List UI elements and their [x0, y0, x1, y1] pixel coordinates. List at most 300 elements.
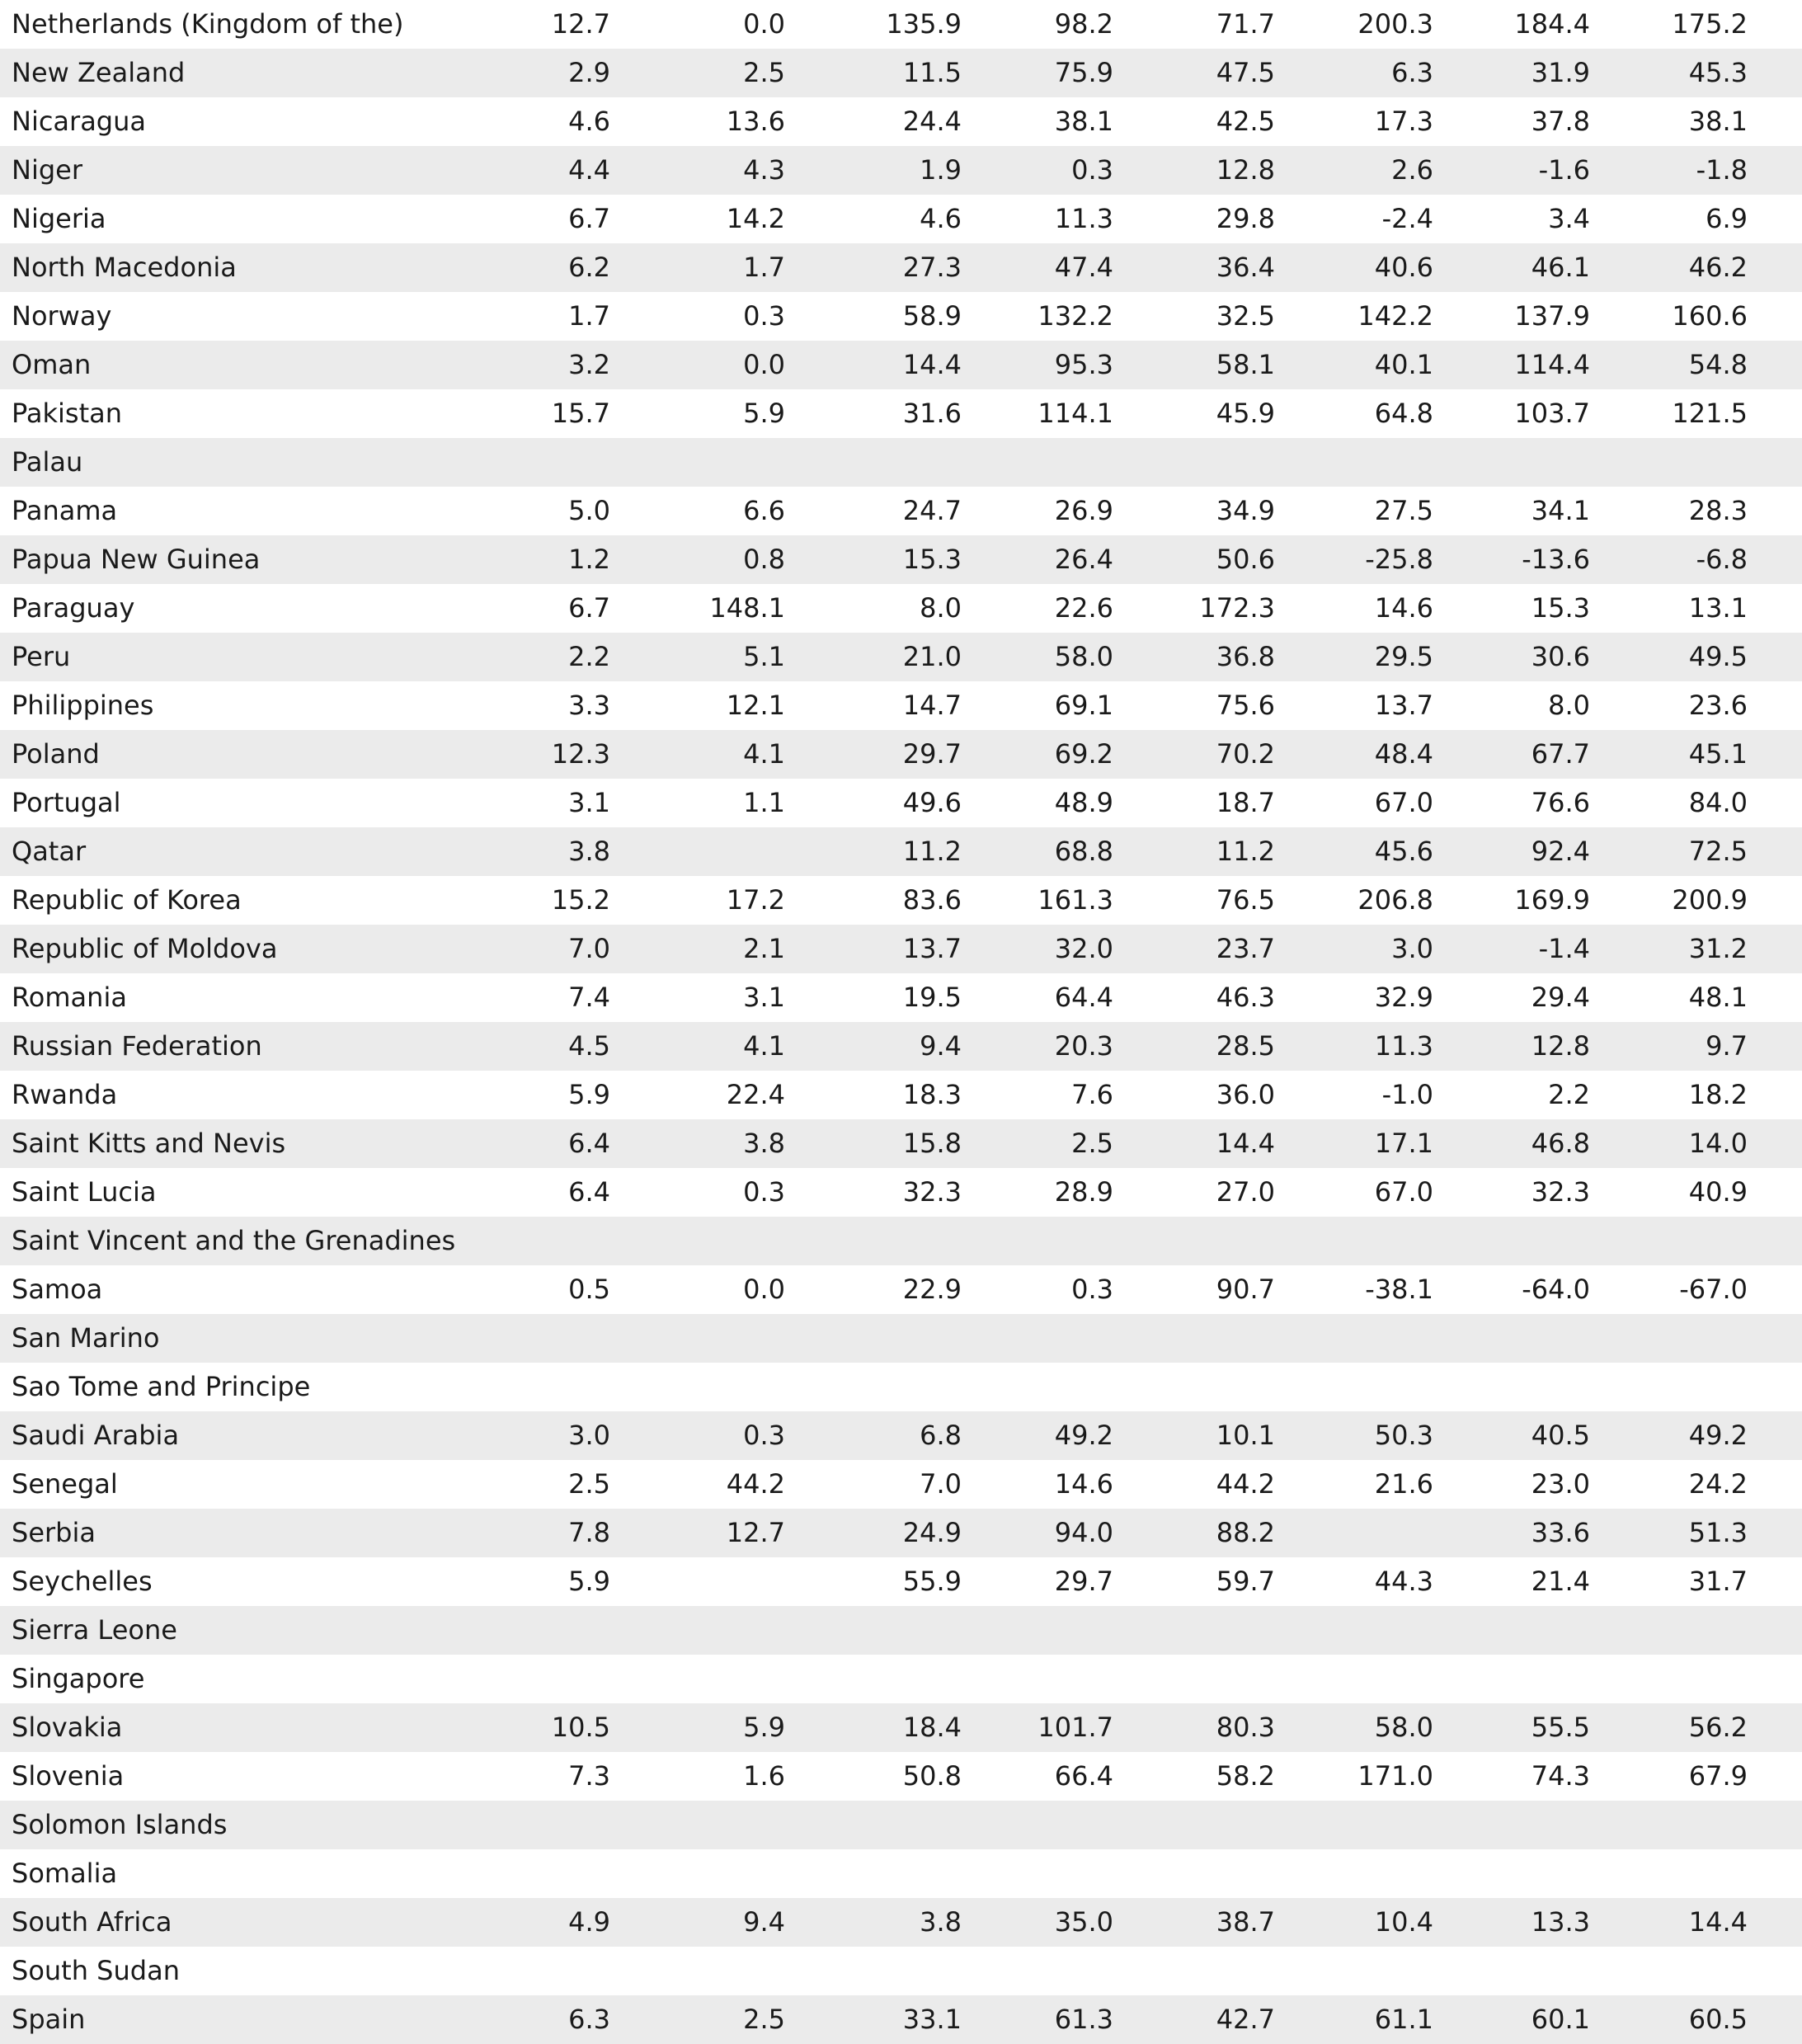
value-cell — [1275, 1217, 1433, 1265]
value-cell: 44.3 — [1275, 1557, 1433, 1606]
value-cell: 5.1 — [610, 633, 785, 681]
value-cell: 7.0 — [478, 925, 610, 973]
value-cell: -13.6 — [1433, 535, 1590, 584]
value-cell — [1433, 1606, 1590, 1655]
value-cell: 29.8 — [1113, 195, 1275, 243]
value-cell: 0.3 — [610, 292, 785, 341]
value-cell — [1113, 1655, 1275, 1703]
value-cell — [478, 1655, 610, 1703]
value-cell: 2.5 — [478, 1460, 610, 1509]
country-cell: Serbia — [0, 1509, 478, 1557]
table-row — [0, 1217, 1802, 1265]
value-cell: 5.9 — [610, 389, 785, 438]
table-row — [0, 827, 1802, 876]
value-cell: 6.8 — [785, 1411, 962, 1460]
value-cell: 40.1 — [1275, 341, 1433, 389]
value-cell — [962, 1217, 1113, 1265]
value-cell — [1433, 438, 1590, 487]
value-cell: 94.0 — [962, 1509, 1113, 1557]
value-cell: 5.9 — [610, 1703, 785, 1752]
value-cell: 24.2 — [1590, 1460, 1802, 1509]
value-cell: 7.3 — [478, 1752, 610, 1801]
value-cell: 44.2 — [1113, 1460, 1275, 1509]
table-row — [0, 1752, 1802, 1801]
country-cell: South Sudan — [0, 1947, 478, 1995]
value-cell: 0.0 — [610, 341, 785, 389]
value-cell: 83.6 — [785, 876, 962, 925]
country-cell: Poland — [0, 730, 478, 779]
value-cell: 2.5 — [610, 1995, 785, 2044]
value-cell: 7.4 — [478, 973, 610, 1022]
value-cell: 15.3 — [1433, 584, 1590, 633]
value-cell: 95.3 — [962, 341, 1113, 389]
country-cell: Netherlands (Kingdom of the) — [0, 0, 478, 49]
table-row — [0, 1703, 1802, 1752]
value-cell: 121.5 — [1590, 389, 1802, 438]
value-cell: 18.7 — [1113, 779, 1275, 827]
table-row — [0, 146, 1802, 195]
value-cell: 7.0 — [785, 1460, 962, 1509]
value-cell: 13.1 — [1590, 584, 1802, 633]
table-row — [0, 1557, 1802, 1606]
value-cell: 184.4 — [1433, 0, 1590, 49]
value-cell: 21.6 — [1275, 1460, 1433, 1509]
value-cell: 0.8 — [610, 535, 785, 584]
value-cell: 32.9 — [1275, 973, 1433, 1022]
value-cell: 18.4 — [785, 1703, 962, 1752]
value-cell: 36.4 — [1113, 243, 1275, 292]
country-cell: Panama — [0, 487, 478, 535]
value-cell — [785, 1947, 962, 1995]
value-cell: 33.1 — [785, 1995, 962, 2044]
value-cell: -64.0 — [1433, 1265, 1590, 1314]
value-cell: 31.6 — [785, 389, 962, 438]
value-cell: 12.7 — [478, 0, 610, 49]
value-cell — [610, 827, 785, 876]
country-cell: Saint Lucia — [0, 1168, 478, 1217]
value-cell — [1590, 438, 1802, 487]
value-cell: 6.6 — [610, 487, 785, 535]
value-cell: 4.9 — [478, 1898, 610, 1947]
value-cell: 29.7 — [785, 730, 962, 779]
value-cell: 10.5 — [478, 1703, 610, 1752]
value-cell — [610, 1314, 785, 1363]
value-cell: 26.9 — [962, 487, 1113, 535]
value-cell: 71.7 — [1113, 0, 1275, 49]
value-cell: 75.9 — [962, 49, 1113, 97]
value-cell — [1590, 1606, 1802, 1655]
value-cell: 76.5 — [1113, 876, 1275, 925]
value-cell: 55.9 — [785, 1557, 962, 1606]
value-cell — [962, 1849, 1113, 1898]
table-row — [0, 487, 1802, 535]
value-cell: 2.5 — [610, 49, 785, 97]
value-cell — [962, 1314, 1113, 1363]
value-cell: 1.1 — [610, 779, 785, 827]
value-cell: 9.4 — [785, 1022, 962, 1071]
country-cell: Spain — [0, 1995, 478, 2044]
value-cell — [478, 1363, 610, 1411]
value-cell: 46.1 — [1433, 243, 1590, 292]
value-cell: 2.6 — [1275, 146, 1433, 195]
country-cell: Senegal — [0, 1460, 478, 1509]
value-cell: 11.2 — [785, 827, 962, 876]
value-cell: 12.7 — [610, 1509, 785, 1557]
value-cell — [478, 1849, 610, 1898]
value-cell: 11.5 — [785, 49, 962, 97]
country-cell: Saudi Arabia — [0, 1411, 478, 1460]
value-cell: 60.1 — [1433, 1995, 1590, 2044]
table-row — [0, 584, 1802, 633]
value-cell: 34.9 — [1113, 487, 1275, 535]
table-row — [0, 1071, 1802, 1119]
table-row — [0, 243, 1802, 292]
country-cell: Sao Tome and Principe — [0, 1363, 478, 1411]
country-cell: Romania — [0, 973, 478, 1022]
value-cell: 29.4 — [1433, 973, 1590, 1022]
value-cell: 24.4 — [785, 97, 962, 146]
value-cell: 46.8 — [1433, 1119, 1590, 1168]
value-cell: 28.5 — [1113, 1022, 1275, 1071]
country-cell: Peru — [0, 633, 478, 681]
value-cell — [962, 1801, 1113, 1849]
value-cell: 23.6 — [1590, 681, 1802, 730]
value-cell — [610, 1557, 785, 1606]
value-cell: 31.7 — [1590, 1557, 1802, 1606]
value-cell: 2.5 — [962, 1119, 1113, 1168]
value-cell — [1275, 1314, 1433, 1363]
value-cell — [962, 1947, 1113, 1995]
value-cell: 6.4 — [478, 1119, 610, 1168]
value-cell: 49.6 — [785, 779, 962, 827]
value-cell: 13.7 — [785, 925, 962, 973]
value-cell: 26.4 — [962, 535, 1113, 584]
country-cell: Pakistan — [0, 389, 478, 438]
value-cell: 3.1 — [478, 779, 610, 827]
value-cell: 0.3 — [610, 1411, 785, 1460]
value-cell: 58.1 — [1113, 341, 1275, 389]
value-cell — [962, 1363, 1113, 1411]
value-cell — [785, 1606, 962, 1655]
value-cell — [1275, 1801, 1433, 1849]
value-cell: 14.0 — [1590, 1119, 1802, 1168]
value-cell: 60.5 — [1590, 1995, 1802, 2044]
value-cell: 40.5 — [1433, 1411, 1590, 1460]
value-cell: 24.7 — [785, 487, 962, 535]
value-cell: 40.6 — [1275, 243, 1433, 292]
country-cell: Saint Kitts and Nevis — [0, 1119, 478, 1168]
table-row — [0, 1119, 1802, 1168]
value-cell: 59.7 — [1113, 1557, 1275, 1606]
value-cell: 22.9 — [785, 1265, 962, 1314]
value-cell: 20.3 — [962, 1022, 1113, 1071]
value-cell — [1113, 1363, 1275, 1411]
value-cell: 135.9 — [785, 0, 962, 49]
table-row — [0, 1460, 1802, 1509]
country-cell: Nigeria — [0, 195, 478, 243]
value-cell — [1113, 1947, 1275, 1995]
value-cell: 46.3 — [1113, 973, 1275, 1022]
table-row — [0, 195, 1802, 243]
value-cell: 15.3 — [785, 535, 962, 584]
table-row — [0, 1314, 1802, 1363]
value-cell: 68.8 — [962, 827, 1113, 876]
value-cell: 98.2 — [962, 0, 1113, 49]
value-cell: 29.7 — [962, 1557, 1113, 1606]
table-row — [0, 438, 1802, 487]
value-cell: 29.5 — [1275, 633, 1433, 681]
value-cell: 15.7 — [478, 389, 610, 438]
value-cell: 38.1 — [962, 97, 1113, 146]
value-cell: 1.9 — [785, 146, 962, 195]
value-cell: 37.8 — [1433, 97, 1590, 146]
table-row — [0, 1655, 1802, 1703]
value-cell: 69.1 — [962, 681, 1113, 730]
value-cell: 75.6 — [1113, 681, 1275, 730]
value-cell: 8.0 — [1433, 681, 1590, 730]
value-cell — [1590, 1655, 1802, 1703]
country-cell: Seychelles — [0, 1557, 478, 1606]
value-cell: 200.9 — [1590, 876, 1802, 925]
country-cell: Republic of Korea — [0, 876, 478, 925]
value-cell: 38.1 — [1590, 97, 1802, 146]
value-cell: -1.8 — [1590, 146, 1802, 195]
country-cell: Sierra Leone — [0, 1606, 478, 1655]
value-cell: 31.2 — [1590, 925, 1802, 973]
table-row — [0, 876, 1802, 925]
value-cell: 38.7 — [1113, 1898, 1275, 1947]
value-cell: 0.3 — [962, 1265, 1113, 1314]
value-cell: 58.0 — [962, 633, 1113, 681]
value-cell: 12.8 — [1113, 146, 1275, 195]
value-cell — [610, 1363, 785, 1411]
value-cell: 6.7 — [478, 584, 610, 633]
value-cell: 6.2 — [478, 243, 610, 292]
value-cell: 90.7 — [1113, 1265, 1275, 1314]
value-cell: 9.7 — [1590, 1022, 1802, 1071]
value-cell: 0.0 — [610, 0, 785, 49]
value-cell: -1.6 — [1433, 146, 1590, 195]
table-row — [0, 973, 1802, 1022]
value-cell: 6.4 — [478, 1168, 610, 1217]
table-row — [0, 633, 1802, 681]
value-cell — [478, 1947, 610, 1995]
value-cell: 61.1 — [1275, 1995, 1433, 2044]
value-cell: 21.0 — [785, 633, 962, 681]
value-cell: -67.0 — [1590, 1265, 1802, 1314]
value-cell: 7.6 — [962, 1071, 1113, 1119]
value-cell: 4.5 — [478, 1022, 610, 1071]
value-cell: 11.2 — [1113, 827, 1275, 876]
value-cell — [1113, 1849, 1275, 1898]
value-cell: 5.9 — [478, 1557, 610, 1606]
value-cell: 148.1 — [610, 584, 785, 633]
value-cell: 48.1 — [1590, 973, 1802, 1022]
table-row — [0, 1995, 1802, 2044]
value-cell — [1113, 1217, 1275, 1265]
value-cell: 2.1 — [610, 925, 785, 973]
value-cell: 10.4 — [1275, 1898, 1433, 1947]
value-cell — [1433, 1363, 1590, 1411]
country-cell: Rwanda — [0, 1071, 478, 1119]
value-cell: -25.8 — [1275, 535, 1433, 584]
value-cell: 22.6 — [962, 584, 1113, 633]
value-cell: -2.4 — [1275, 195, 1433, 243]
value-cell: 132.2 — [962, 292, 1113, 341]
value-cell: 64.8 — [1275, 389, 1433, 438]
value-cell: 9.4 — [610, 1898, 785, 1947]
value-cell: 34.1 — [1433, 487, 1590, 535]
country-cell: Nicaragua — [0, 97, 478, 146]
value-cell: 45.6 — [1275, 827, 1433, 876]
value-cell: 3.8 — [478, 827, 610, 876]
value-cell: 3.8 — [610, 1119, 785, 1168]
table-row — [0, 1801, 1802, 1849]
value-cell: 19.5 — [785, 973, 962, 1022]
value-cell: 114.1 — [962, 389, 1113, 438]
value-cell: 14.4 — [1590, 1898, 1802, 1947]
value-cell: 0.0 — [610, 1265, 785, 1314]
value-cell: 206.8 — [1275, 876, 1433, 925]
value-cell — [1275, 1509, 1433, 1557]
value-cell: 172.3 — [1113, 584, 1275, 633]
value-cell — [1275, 1363, 1433, 1411]
value-cell — [1590, 1363, 1802, 1411]
value-cell — [962, 438, 1113, 487]
value-cell — [1113, 438, 1275, 487]
country-cell: Niger — [0, 146, 478, 195]
value-cell: 11.3 — [962, 195, 1113, 243]
value-cell — [478, 1801, 610, 1849]
value-cell: 17.1 — [1275, 1119, 1433, 1168]
value-cell: 17.2 — [610, 876, 785, 925]
value-cell: 92.4 — [1433, 827, 1590, 876]
value-cell: 4.1 — [610, 1022, 785, 1071]
value-cell: 15.8 — [785, 1119, 962, 1168]
value-cell: 74.3 — [1433, 1752, 1590, 1801]
value-cell: 14.7 — [785, 681, 962, 730]
value-cell — [610, 1947, 785, 1995]
country-cell: Republic of Moldova — [0, 925, 478, 973]
table-row — [0, 925, 1802, 973]
value-cell: 3.1 — [610, 973, 785, 1022]
table-row — [0, 292, 1802, 341]
value-cell: 12.3 — [478, 730, 610, 779]
value-cell — [478, 1606, 610, 1655]
value-cell — [1590, 1849, 1802, 1898]
value-cell: 11.3 — [1275, 1022, 1433, 1071]
value-cell: 13.6 — [610, 97, 785, 146]
value-cell: 3.4 — [1433, 195, 1590, 243]
country-cell: Slovenia — [0, 1752, 478, 1801]
value-cell: 1.7 — [478, 292, 610, 341]
value-cell: -38.1 — [1275, 1265, 1433, 1314]
value-cell: 42.5 — [1113, 97, 1275, 146]
table-row — [0, 535, 1802, 584]
value-cell: 5.0 — [478, 487, 610, 535]
table-row — [0, 389, 1802, 438]
value-cell: 17.3 — [1275, 97, 1433, 146]
value-cell: 58.0 — [1275, 1703, 1433, 1752]
value-cell: 3.0 — [478, 1411, 610, 1460]
value-cell — [785, 1217, 962, 1265]
value-cell: 67.0 — [1275, 1168, 1433, 1217]
value-cell — [785, 1655, 962, 1703]
value-cell — [1275, 1606, 1433, 1655]
table-row — [0, 1168, 1802, 1217]
table-row — [0, 1947, 1802, 1995]
country-cell: Norway — [0, 292, 478, 341]
value-cell: 6.3 — [478, 1995, 610, 2044]
value-cell: -1.4 — [1433, 925, 1590, 973]
value-cell — [1275, 1655, 1433, 1703]
value-cell: 36.0 — [1113, 1071, 1275, 1119]
value-cell: 27.0 — [1113, 1168, 1275, 1217]
value-cell — [962, 1655, 1113, 1703]
value-cell: 5.9 — [478, 1071, 610, 1119]
country-cell: Somalia — [0, 1849, 478, 1898]
value-cell: 1.6 — [610, 1752, 785, 1801]
value-cell — [1433, 1314, 1590, 1363]
value-cell: 1.2 — [478, 535, 610, 584]
table-row — [0, 1265, 1802, 1314]
value-cell: 45.1 — [1590, 730, 1802, 779]
value-cell — [1113, 1801, 1275, 1849]
value-cell: 40.9 — [1590, 1168, 1802, 1217]
value-cell: 0.3 — [610, 1168, 785, 1217]
value-cell: 2.2 — [1433, 1071, 1590, 1119]
value-cell — [1275, 438, 1433, 487]
table-row — [0, 779, 1802, 827]
value-cell: 88.2 — [1113, 1509, 1275, 1557]
value-cell — [610, 438, 785, 487]
country-cell: San Marino — [0, 1314, 478, 1363]
value-cell: 4.6 — [478, 97, 610, 146]
value-cell: 45.3 — [1590, 49, 1802, 97]
value-cell: 56.2 — [1590, 1703, 1802, 1752]
value-cell: 47.5 — [1113, 49, 1275, 97]
value-cell: 8.0 — [785, 584, 962, 633]
country-cell: South Africa — [0, 1898, 478, 1947]
value-cell: 28.3 — [1590, 487, 1802, 535]
value-cell: 50.3 — [1275, 1411, 1433, 1460]
value-cell — [610, 1849, 785, 1898]
table-row — [0, 1411, 1802, 1460]
value-cell: 80.3 — [1113, 1703, 1275, 1752]
value-cell: 161.3 — [962, 876, 1113, 925]
country-cell: Slovakia — [0, 1703, 478, 1752]
value-cell: 27.5 — [1275, 487, 1433, 535]
value-cell: 32.0 — [962, 925, 1113, 973]
value-cell — [1433, 1655, 1590, 1703]
value-cell: 0.5 — [478, 1265, 610, 1314]
value-cell: 67.0 — [1275, 779, 1433, 827]
value-cell: 4.4 — [478, 146, 610, 195]
country-cell: Papua New Guinea — [0, 535, 478, 584]
value-cell: 200.3 — [1275, 0, 1433, 49]
value-cell: 58.2 — [1113, 1752, 1275, 1801]
country-cell: Singapore — [0, 1655, 478, 1703]
value-cell: 175.2 — [1590, 0, 1802, 49]
value-cell: 169.9 — [1433, 876, 1590, 925]
value-cell: 49.5 — [1590, 633, 1802, 681]
value-cell: 18.3 — [785, 1071, 962, 1119]
value-cell: 69.2 — [962, 730, 1113, 779]
value-cell: 24.9 — [785, 1509, 962, 1557]
value-cell: 7.8 — [478, 1509, 610, 1557]
value-cell — [1590, 1947, 1802, 1995]
value-cell: 23.7 — [1113, 925, 1275, 973]
